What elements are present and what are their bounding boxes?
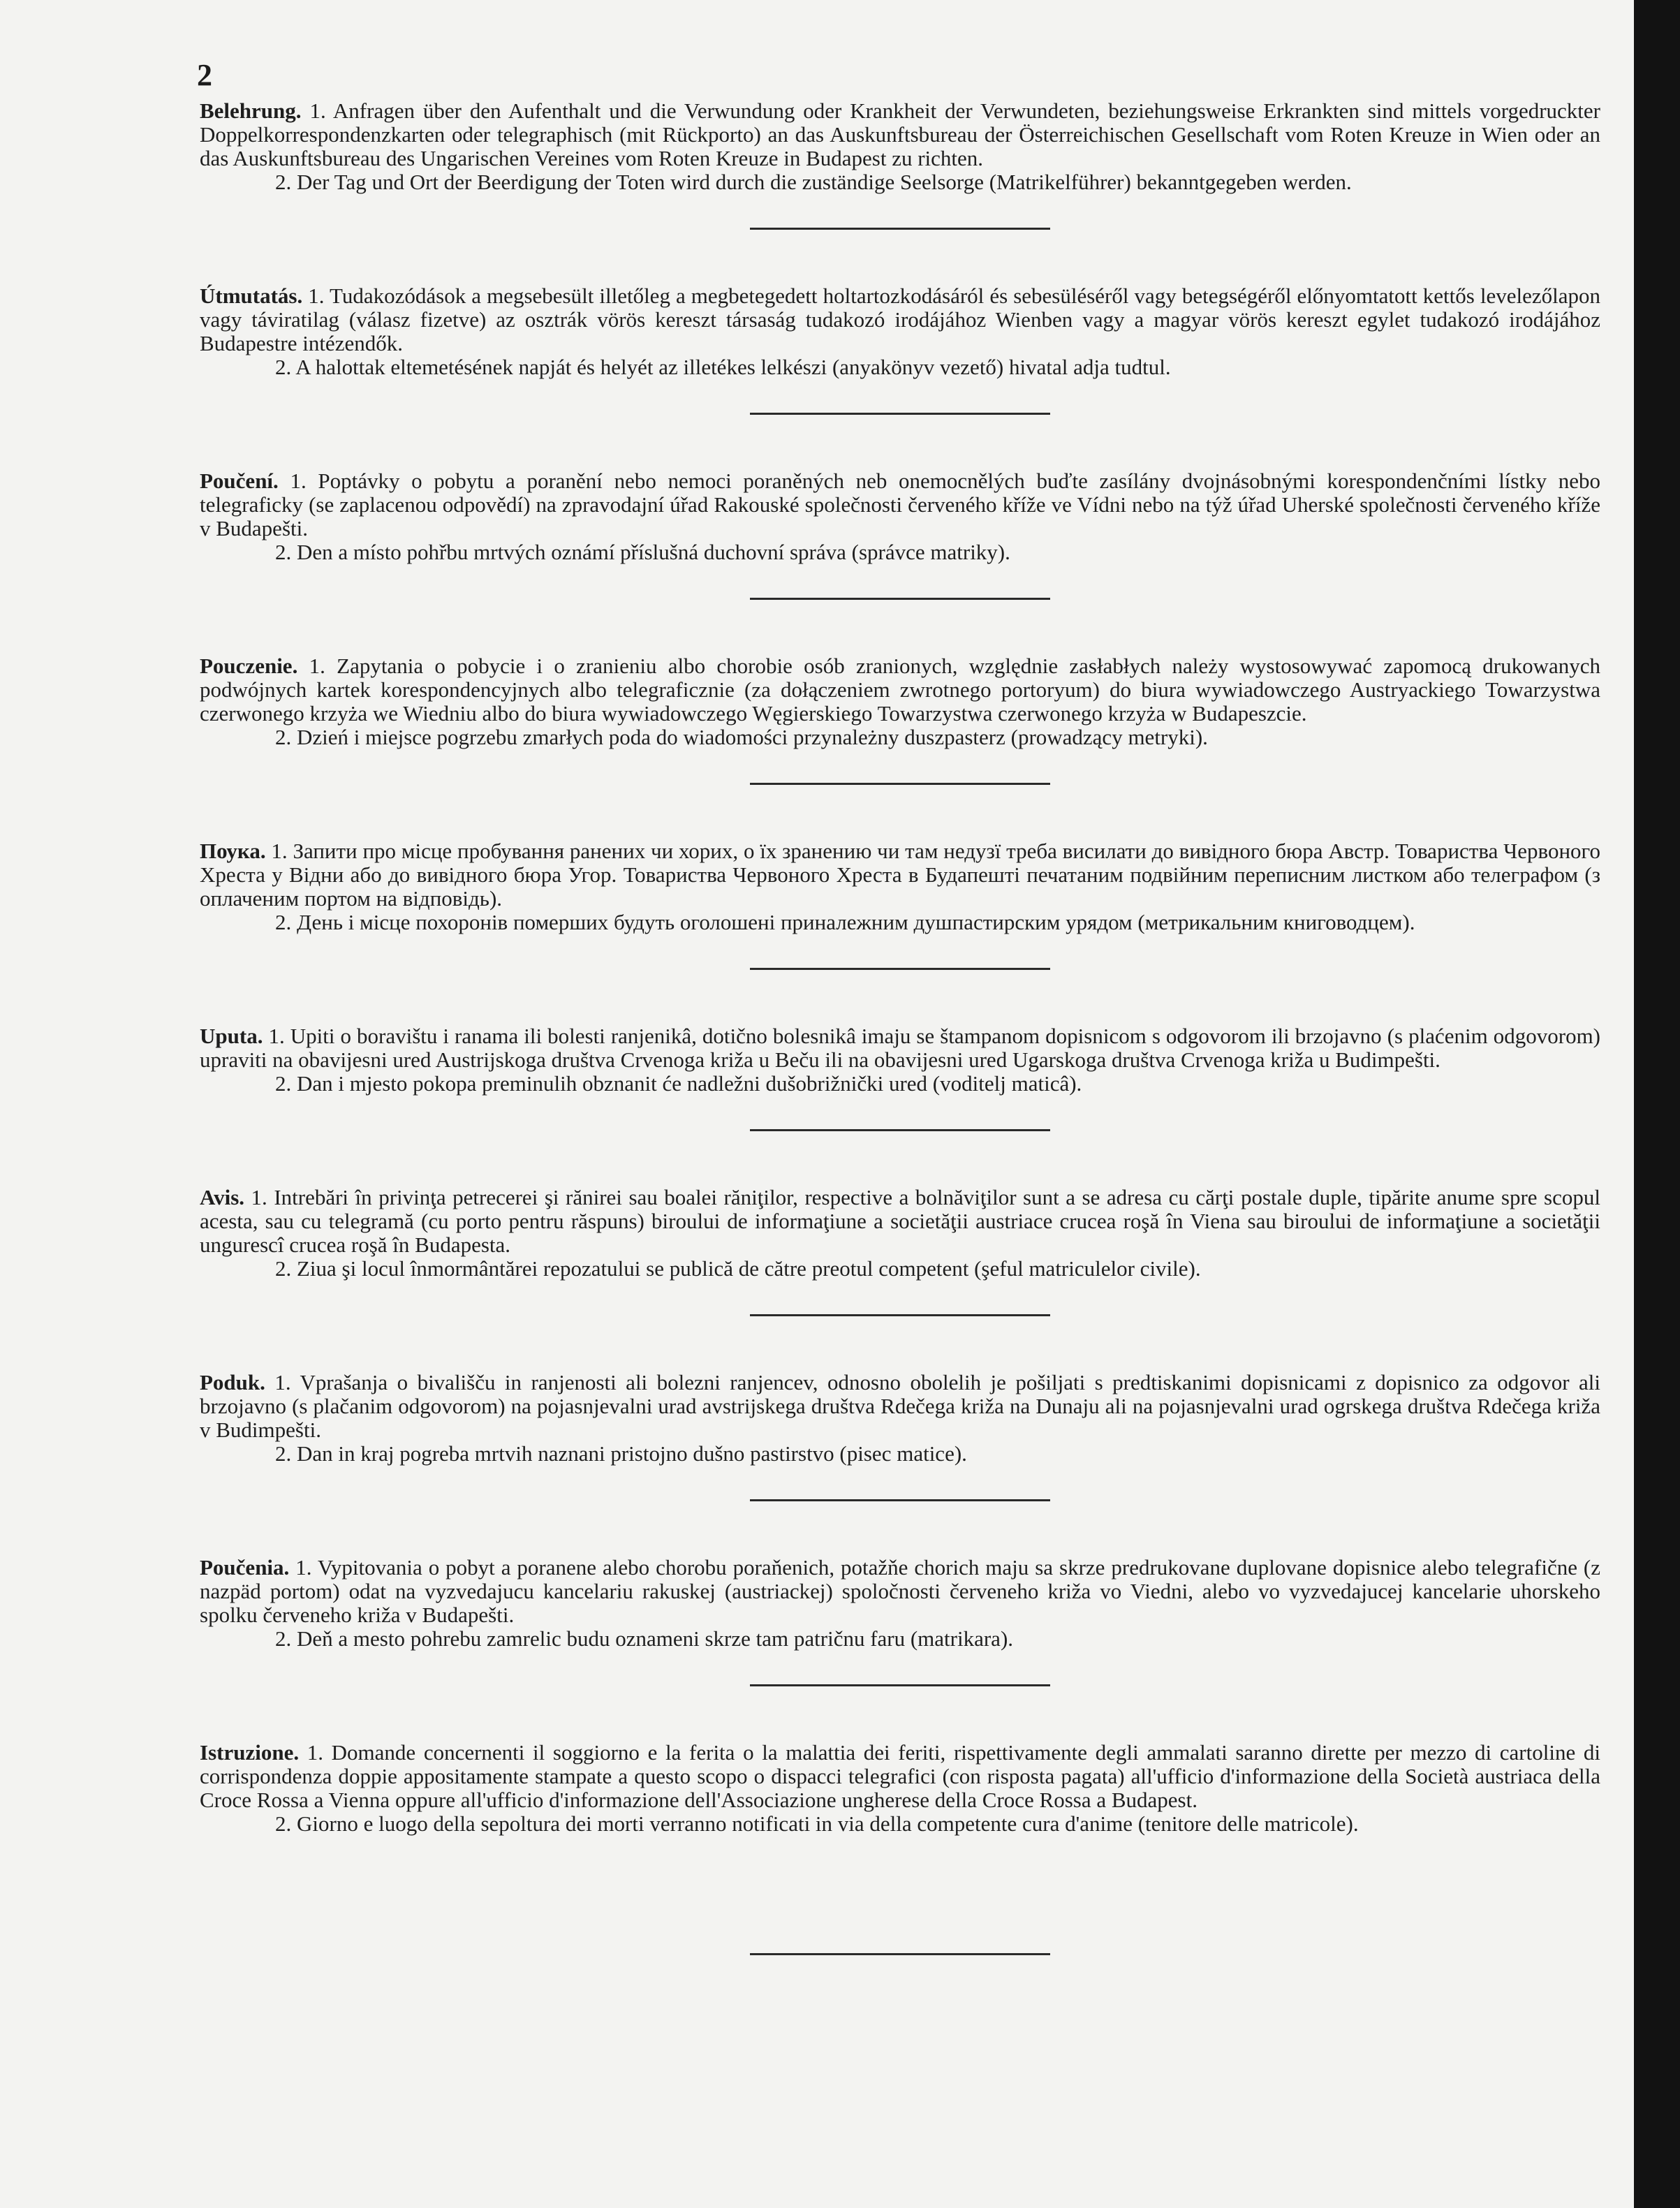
section-heading: Поука. [200, 839, 266, 863]
section-point-1 [200, 839, 1600, 911]
section-text: 1. Vprašanja o bivališču in ranjenosti ali bolezni ranjencev, odnosno obolelih je pošiljati s predtiskanimi dopisnicami z dopisnico za odgovor ali brzojavno (s plačanim odgovorom) na pojasnjevalni urad avstrijskega društva Rdečega križa na Dunaju ali na pojasnjevalni urad ogrskega društva Rdečega križa v Budimpešti. [200, 1370, 1600, 1442]
section-german [200, 99, 1600, 194]
section-point-1 [200, 1186, 1600, 1257]
section-polish [200, 654, 1600, 749]
section-point-1 [200, 469, 1600, 540]
document-body [200, 99, 1600, 1955]
section-ukrainian [200, 839, 1600, 934]
section-text: 1. Tudakozódások a megsebesült illetőleg a megbetegedett holtartozkodásáról és sebesüléséről vagy betegségéről előnyomtatott kettős levelezőlapon vagy táviratilag (válasz fizetve) az osztrák vörös kereszt társaság tudakozó irodájához Wienben vagy a magyar vörös kereszt egylet tudakozó irodájához Budapestre intézendők. [200, 284, 1600, 355]
page-number: 2 [197, 58, 212, 92]
section-point-2: 2. Dzień i miejsce pogrzebu zmarłych poda do wiadomości przynależny duszpasterz (prowadzący metryki). [275, 725, 1208, 749]
section-text: 1. Zapytania o pobycie i o zranieniu albo chorobie osób zranionych, względnie zasłabłych należy wystosowywać zapomocą drukowanych podwójnych kartek korespondencyjnych albo telegraficznie (za dołączeniem zwrotnego portoryum) do biura wywiadowczego Austryackiego Towarzystwa czerwonego krzyża we Wiedniu albo do biura wywiadowczego Węgierskiego Towarzystwa czerwonego krzyża w Budapeszcie. [200, 654, 1600, 726]
section-croatian [200, 1024, 1600, 1096]
section-point-1 [200, 654, 1600, 726]
section-italian [200, 1741, 1600, 1836]
section-point-1 [200, 1024, 1600, 1072]
section-point-1 [200, 1556, 1600, 1627]
section-text: 1. Vypitovania o pobyt a poranene alebo chorobu poraňenich, potažňe chorich maju sa skrze predrukovane duplovane dopisnice alebo telegrafične (z nazpäd portom) odat na vyzvedajucu kancelariu rakuskej (austriackej) spoločnosti červeneho križa vo Viedni, alebo vo vyzvedajucej kancelarie uhorskeho spolku červeneho križa v Budapešti. [200, 1555, 1601, 1627]
section-point-2: 2. Giorno e luogo della sepoltura dei morti verranno notificati in via della competente cura d'anime (tenitore delle matricole). [275, 1811, 1359, 1836]
section-point-2: 2. A halottak eltemetésének napját és helyét az illetékes lelkészi (anyakönyv vezető) hivatal adja tudtul. [275, 355, 1171, 379]
section-heading: Istruzione. [200, 1740, 300, 1765]
section-point-1 [200, 284, 1600, 355]
section-point-2: 2. Der Tag und Ort der Beerdigung der Toten wird durch die zuständige Seelsorge (Matrikelführer) bekanntgegeben werden. [275, 170, 1352, 194]
section-point-2: 2. Den a místo pohřbu mrtvých oznámí příslušná duchovní správa (správce matriky). [275, 540, 1010, 564]
section-slovak [200, 1556, 1600, 1651]
section-text: 1. Upiti o boravištu i ranama ili bolesti ranjenikâ, dotično bolesnikâ imaju se štampanom dopisnicom s odgovorom ili brzojavno (s plaćenim odgovorom) upraviti na obavijesni ured Austrijskoga društva Crvenoga križa u Beču ili na obavijesni ured Ugarskoga društva Crvenoga križa u Budimpešti. [200, 1024, 1601, 1072]
section-point-2: 2. День і місце похоронів померших будуть оголошені приналежним душпастирским урядом (метрикальним книговодцем). [275, 910, 1415, 934]
section-heading: Poučení. [200, 469, 279, 493]
section-heading: Poučenia. [200, 1555, 290, 1580]
section-romanian [200, 1186, 1600, 1281]
section-heading: Útmutatás. [200, 284, 303, 308]
section-point-2: 2. Deň a mesto pohrebu zamrelic budu oznameni skrze tam patričnu faru (matrikara). [275, 1626, 1014, 1651]
section-point-2: 2. Dan in kraj pogreba mrtvih naznani pristojno dušno pastirstvo (pisec matice). [275, 1441, 967, 1466]
section-slovenian [200, 1371, 1600, 1466]
section-czech [200, 469, 1600, 564]
section-point-1 [200, 1741, 1600, 1812]
section-point-2: 2. Ziua şi locul înmormântărei repozatului se publică de către preotul competent (şeful matriculelor civile). [275, 1256, 1201, 1281]
section-point-2: 2. Dan i mjesto pokopa preminulih obznanit će nadležni dušobrižnički ured (voditelj maticâ). [275, 1071, 1082, 1096]
section-text: 1. Poptávky o pobytu a poranění nebo nemoci poraněných neb onemocnělých buďte zasílány dvojnásobnými korespondenčními lístky nebo telegraficky (se zaplacenou odpovědí) na zpravodajní úřad Rakouské společnosti červeného kříže ve Vídni nebo na týž úřad Uherské společnosti červeného kříže v Budapešti. [200, 469, 1601, 540]
section-text: 1. Anfragen über den Aufenthalt und die Verwundung oder Krankheit der Verwundeten, beziehungsweise Erkrankten sind mittels vorgedruckter Doppelkorrespondenzkarten oder telegraphisch (mit Rückporto) an das Auskunftsbureau der Österreichischen Gesellschaft vom Roten Kreuze in Wien oder an das Auskunftsbureau des Ungarischen Vereines vom Roten Kreuze in Budapest zu richten. [200, 98, 1600, 170]
section-text: 1. Intrebări în privinţa petrecerei şi rănirei sau boalei răniţilor, respective a bolnăviţilor sunt a se adresa cu cărţi postale duple, tipărite anume spre scopul acesta, sau cu telegramă (cu porto pentru răspuns) biroului de informaţiune a societăţii austriace crucea roşă în Viena sau biroului de informaţiune a societăţii ungurescî crucea roşă în Budapesta. [200, 1185, 1600, 1257]
section-point-1 [200, 99, 1600, 170]
section-heading: Avis. [200, 1185, 245, 1209]
section-heading: Belehrung. [200, 98, 302, 123]
section-heading: Uputa. [200, 1024, 263, 1048]
section-divider [750, 1953, 1050, 1955]
section-text: 1. Запити про місце пробування ранених чи хорих, о їх зранению чи там недузї треба висилати до вивідного бюра Австр. Товариства Червоного Хреста у Відни або до вивідного бюра Угор. Товариства Червоного Хреста в Будапешті печатаним подвійним переписним листком або телеграфом (з оплаченим портом на відповідь). [200, 839, 1600, 911]
section-heading: Poduk. [200, 1370, 265, 1394]
section-hungarian [200, 284, 1600, 379]
section-point-1 [200, 1371, 1600, 1442]
section-heading: Pouczenie. [200, 654, 298, 678]
section-text: 1. Domande concernenti il soggiorno e la ferita o la malattia dei feriti, rispettivamente degli ammalati saranno dirette per mezzo di cartoline di corrispondenza doppie appositamente stampate a questo scopo o dispacci telegrafici (con risposta pagata) all'ufficio d'informazione della Società austriaca della Croce Rossa a Vienna oppure all'ufficio d'informazione dell'Associazione ungherese della Croce Rossa a Budapest. [200, 1740, 1600, 1812]
